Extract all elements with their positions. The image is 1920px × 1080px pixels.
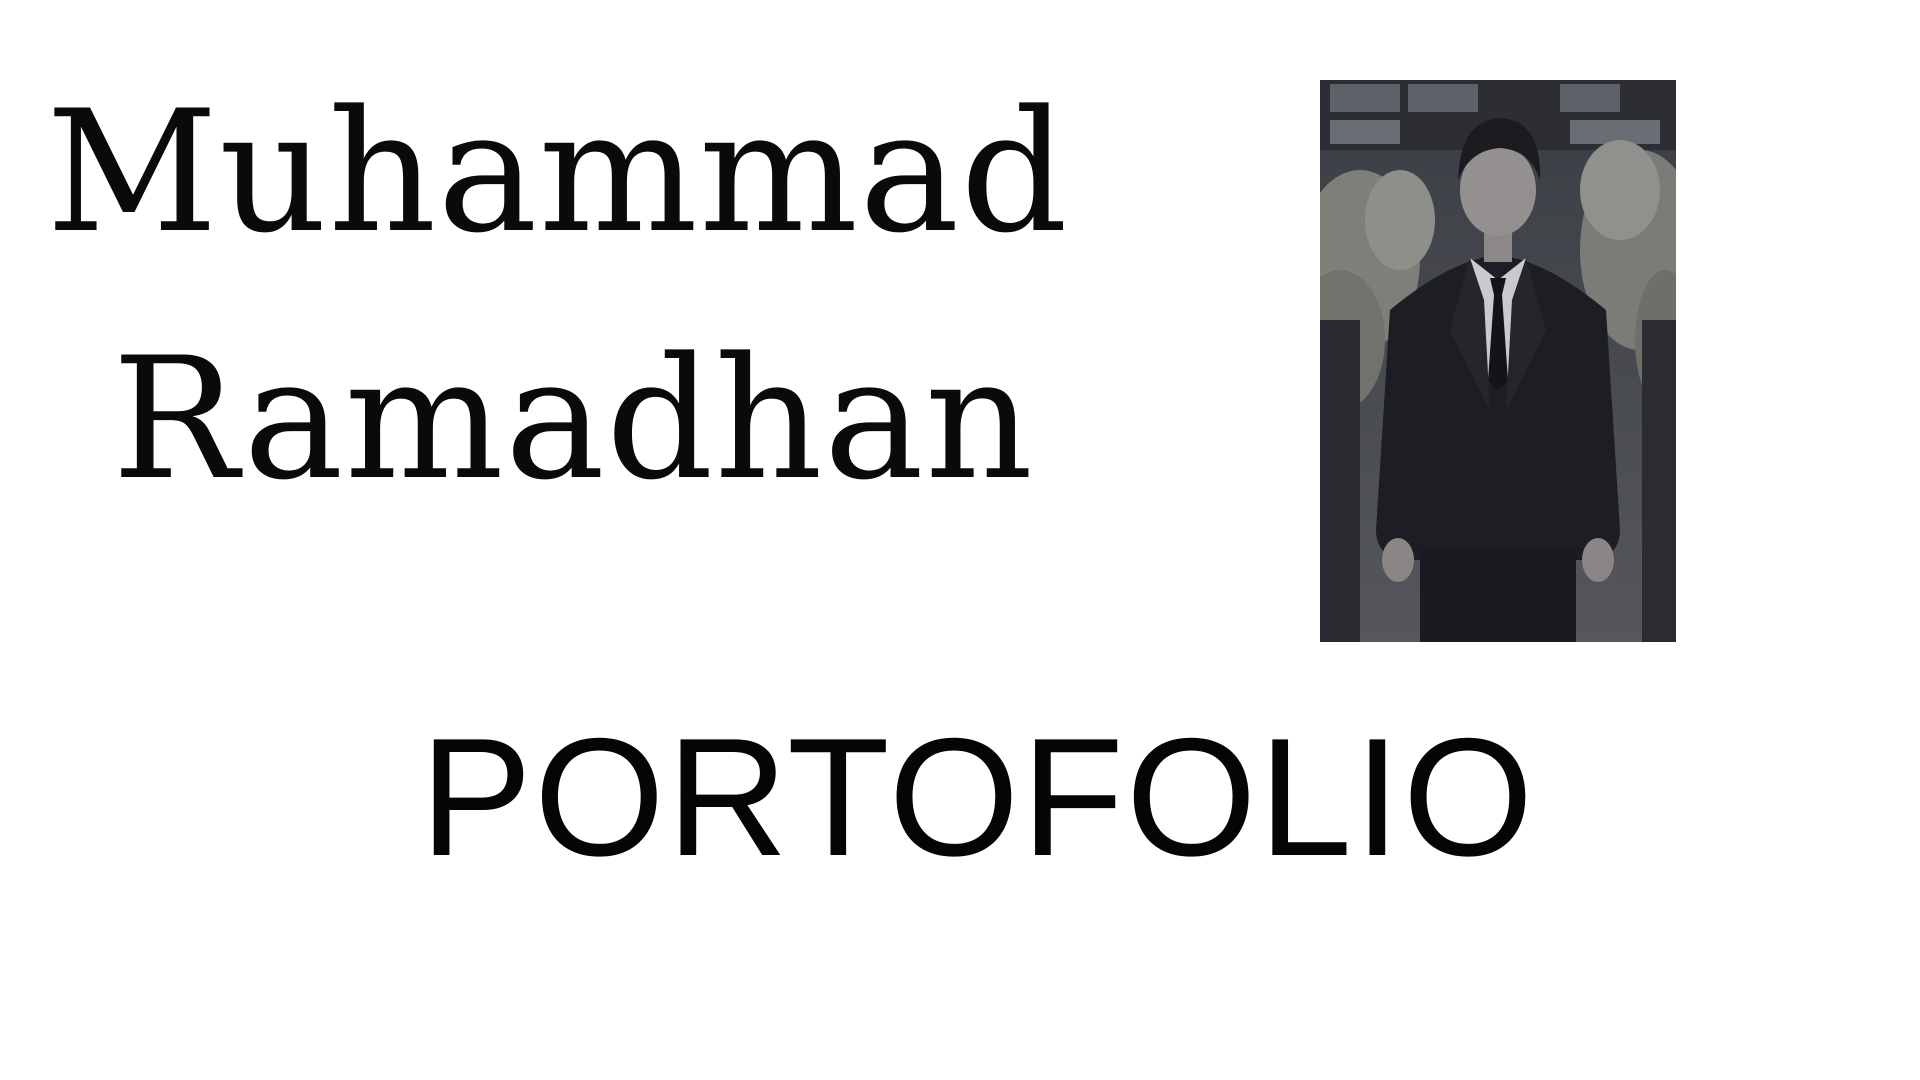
profile-photo xyxy=(1320,80,1676,642)
name-last: Ramadhan xyxy=(112,321,1035,517)
name-first: Muhammad xyxy=(46,74,1069,270)
profile-photo-illustration xyxy=(1320,80,1676,642)
page-title: PORTOFOLIO xyxy=(420,703,1536,891)
